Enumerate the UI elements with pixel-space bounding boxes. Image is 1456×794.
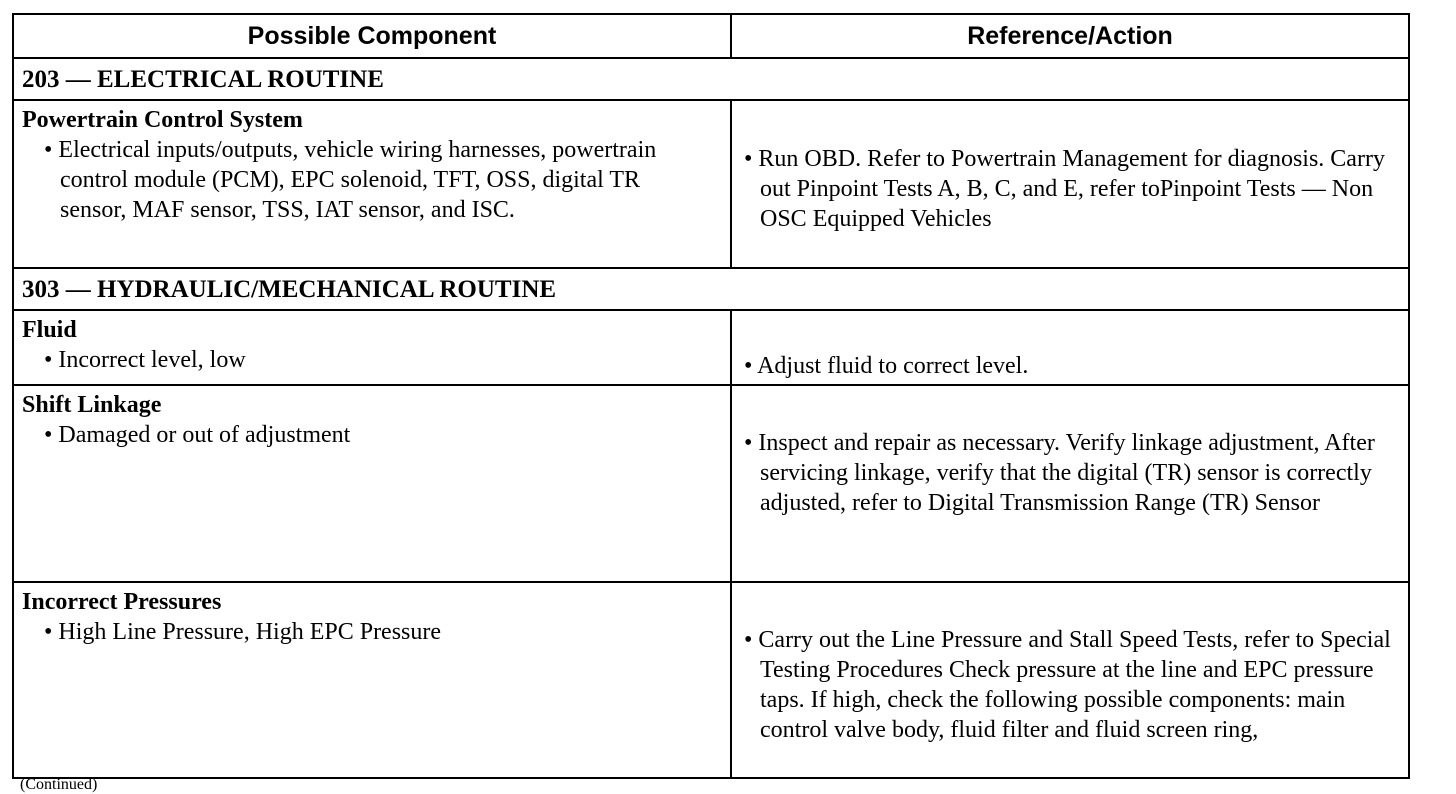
component-title: Fluid [22, 317, 77, 343]
component-title: Powertrain Control System [22, 107, 303, 133]
component-detail: • Damaged or out of adjustment [22, 420, 730, 450]
table-row [14, 386, 1408, 583]
action-cell [732, 101, 1408, 267]
section-title-hydraulic: 303 — HYDRAULIC/MECHANICAL ROUTINE [14, 269, 1408, 311]
action-text: • Inspect and repair as necessary. Verify linkage adjustment, After servicing linkage, verify that the digital (TR) sensor is correctly adjusted, refer to Digital Transmission Range (TR) Sensor [744, 428, 1402, 518]
diagnostic-table [12, 13, 1410, 779]
continued-note: (Continued) [20, 776, 98, 793]
action-cell [732, 311, 1408, 384]
component-cell [14, 386, 732, 581]
action-cell [732, 386, 1408, 581]
action-text: • Adjust fluid to correct level. [744, 351, 1402, 381]
table-header [14, 15, 1408, 59]
component-title: Shift Linkage [22, 392, 162, 418]
header-possible-component: Possible Component [14, 15, 732, 57]
action-cell [732, 583, 1408, 777]
table-row [14, 311, 1408, 386]
component-title: Incorrect Pressures [22, 589, 222, 615]
component-cell [14, 101, 732, 267]
action-text: • Run OBD. Refer to Powertrain Management for diagnosis. Carry out Pinpoint Tests A, B, C, and E, refer toPinpoint Tests — Non OSC Equipped Vehicles [744, 144, 1388, 234]
table-row [14, 101, 1408, 269]
component-detail: • Incorrect level, low [22, 345, 730, 375]
component-cell [14, 583, 732, 777]
component-detail: • Electrical inputs/outputs, vehicle wiring harnesses, powertrain control module (PCM), EPC solenoid, TFT, OSS, digital TR sensor, MAF sensor, TSS, IAT sensor, and ISC. [22, 135, 730, 225]
table-row [14, 583, 1408, 777]
component-detail: • High Line Pressure, High EPC Pressure [22, 617, 730, 647]
component-cell [14, 311, 732, 384]
section-title-electrical: 203 — ELECTRICAL ROUTINE [14, 59, 1408, 101]
action-text: • Carry out the Line Pressure and Stall Speed Tests, refer to Special Testing Procedures Check pressure at the line and EPC pressure taps. If high, check the following possible components: main control valve body, fluid filter and fluid screen ring, [744, 625, 1402, 745]
header-reference-action: Reference/Action [967, 21, 1173, 50]
